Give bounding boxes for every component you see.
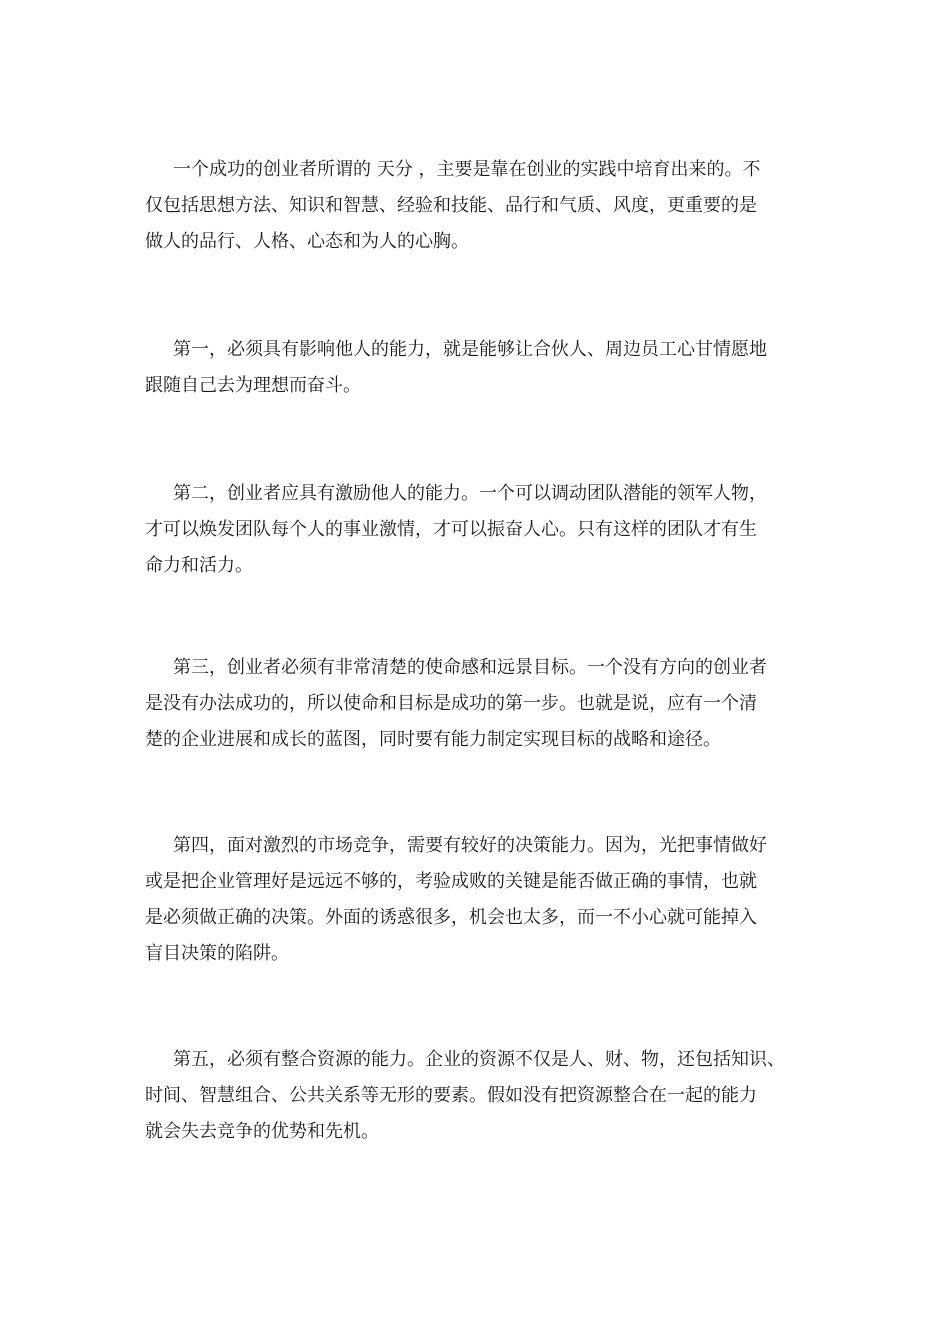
paragraph-line: 一个成功的创业者所谓的 天分 ，主要是靠在创业的实践中培育出来的。不 — [173, 159, 761, 180]
paragraph-point-5 — [145, 1042, 835, 1150]
paragraph-line: 仅包括思想方法、知识和智慧、经验和技能、品行和气质、风度，更重要的是 — [145, 195, 757, 216]
paragraph-line: 第一，必须具有影响他人的能力，就是能够让合伙人、周边员工心甘情愿地 — [173, 339, 767, 360]
paragraph-line: 是必须做正确的决策。外面的诱惑很多，机会也太多，而一不小心就可能掉入 — [145, 907, 757, 928]
paragraph-line: 第三，创业者必须有非常清楚的使命感和远景目标。一个没有方向的创业者 — [173, 657, 767, 678]
paragraph-intro — [145, 152, 835, 260]
paragraph-line: 做人的品行、人格、心态和为人的心胸。 — [145, 231, 469, 252]
paragraph-line: 跟随自己去为理想而奋斗。 — [145, 375, 361, 396]
paragraph-line: 或是把企业管理好是远远不够的，考验成败的关键是能否做正确的事情，也就 — [145, 871, 757, 892]
paragraph-line: 第四，面对激烈的市场竞争，需要有较好的决策能力。因为，光把事情做好 — [173, 835, 767, 856]
paragraph-point-4 — [145, 828, 835, 972]
paragraph-line: 楚的企业进展和成长的蓝图，同时要有能力制定实现目标的战略和途径。 — [145, 729, 721, 750]
paragraph-point-1 — [145, 332, 835, 404]
paragraph-line: 才可以焕发团队每个人的事业激情，才可以振奋人心。只有这样的团队才有生 — [145, 519, 757, 540]
paragraph-point-2 — [145, 476, 835, 584]
paragraph-line: 是没有办法成功的，所以使命和目标是成功的第一步。也就是说，应有一个清 — [145, 693, 757, 714]
paragraph-line: 命力和活力。 — [145, 555, 253, 576]
paragraph-line: 就会失去竞争的优势和先机。 — [145, 1121, 379, 1142]
paragraph-line: 第二，创业者应具有激励他人的能力。一个可以调动团队潜能的领军人物， — [173, 483, 767, 504]
paragraph-line: 盲目决策的陷阱。 — [145, 943, 289, 964]
paragraph-point-3 — [145, 650, 835, 758]
paragraph-line: 时间、智慧组合、公共关系等无形的要素。假如没有把资源整合在一起的能力 — [145, 1085, 757, 1106]
paragraph-line: 第五，必须有整合资源的能力。企业的资源不仅是人、财、物，还包括知识、 — [173, 1049, 785, 1070]
